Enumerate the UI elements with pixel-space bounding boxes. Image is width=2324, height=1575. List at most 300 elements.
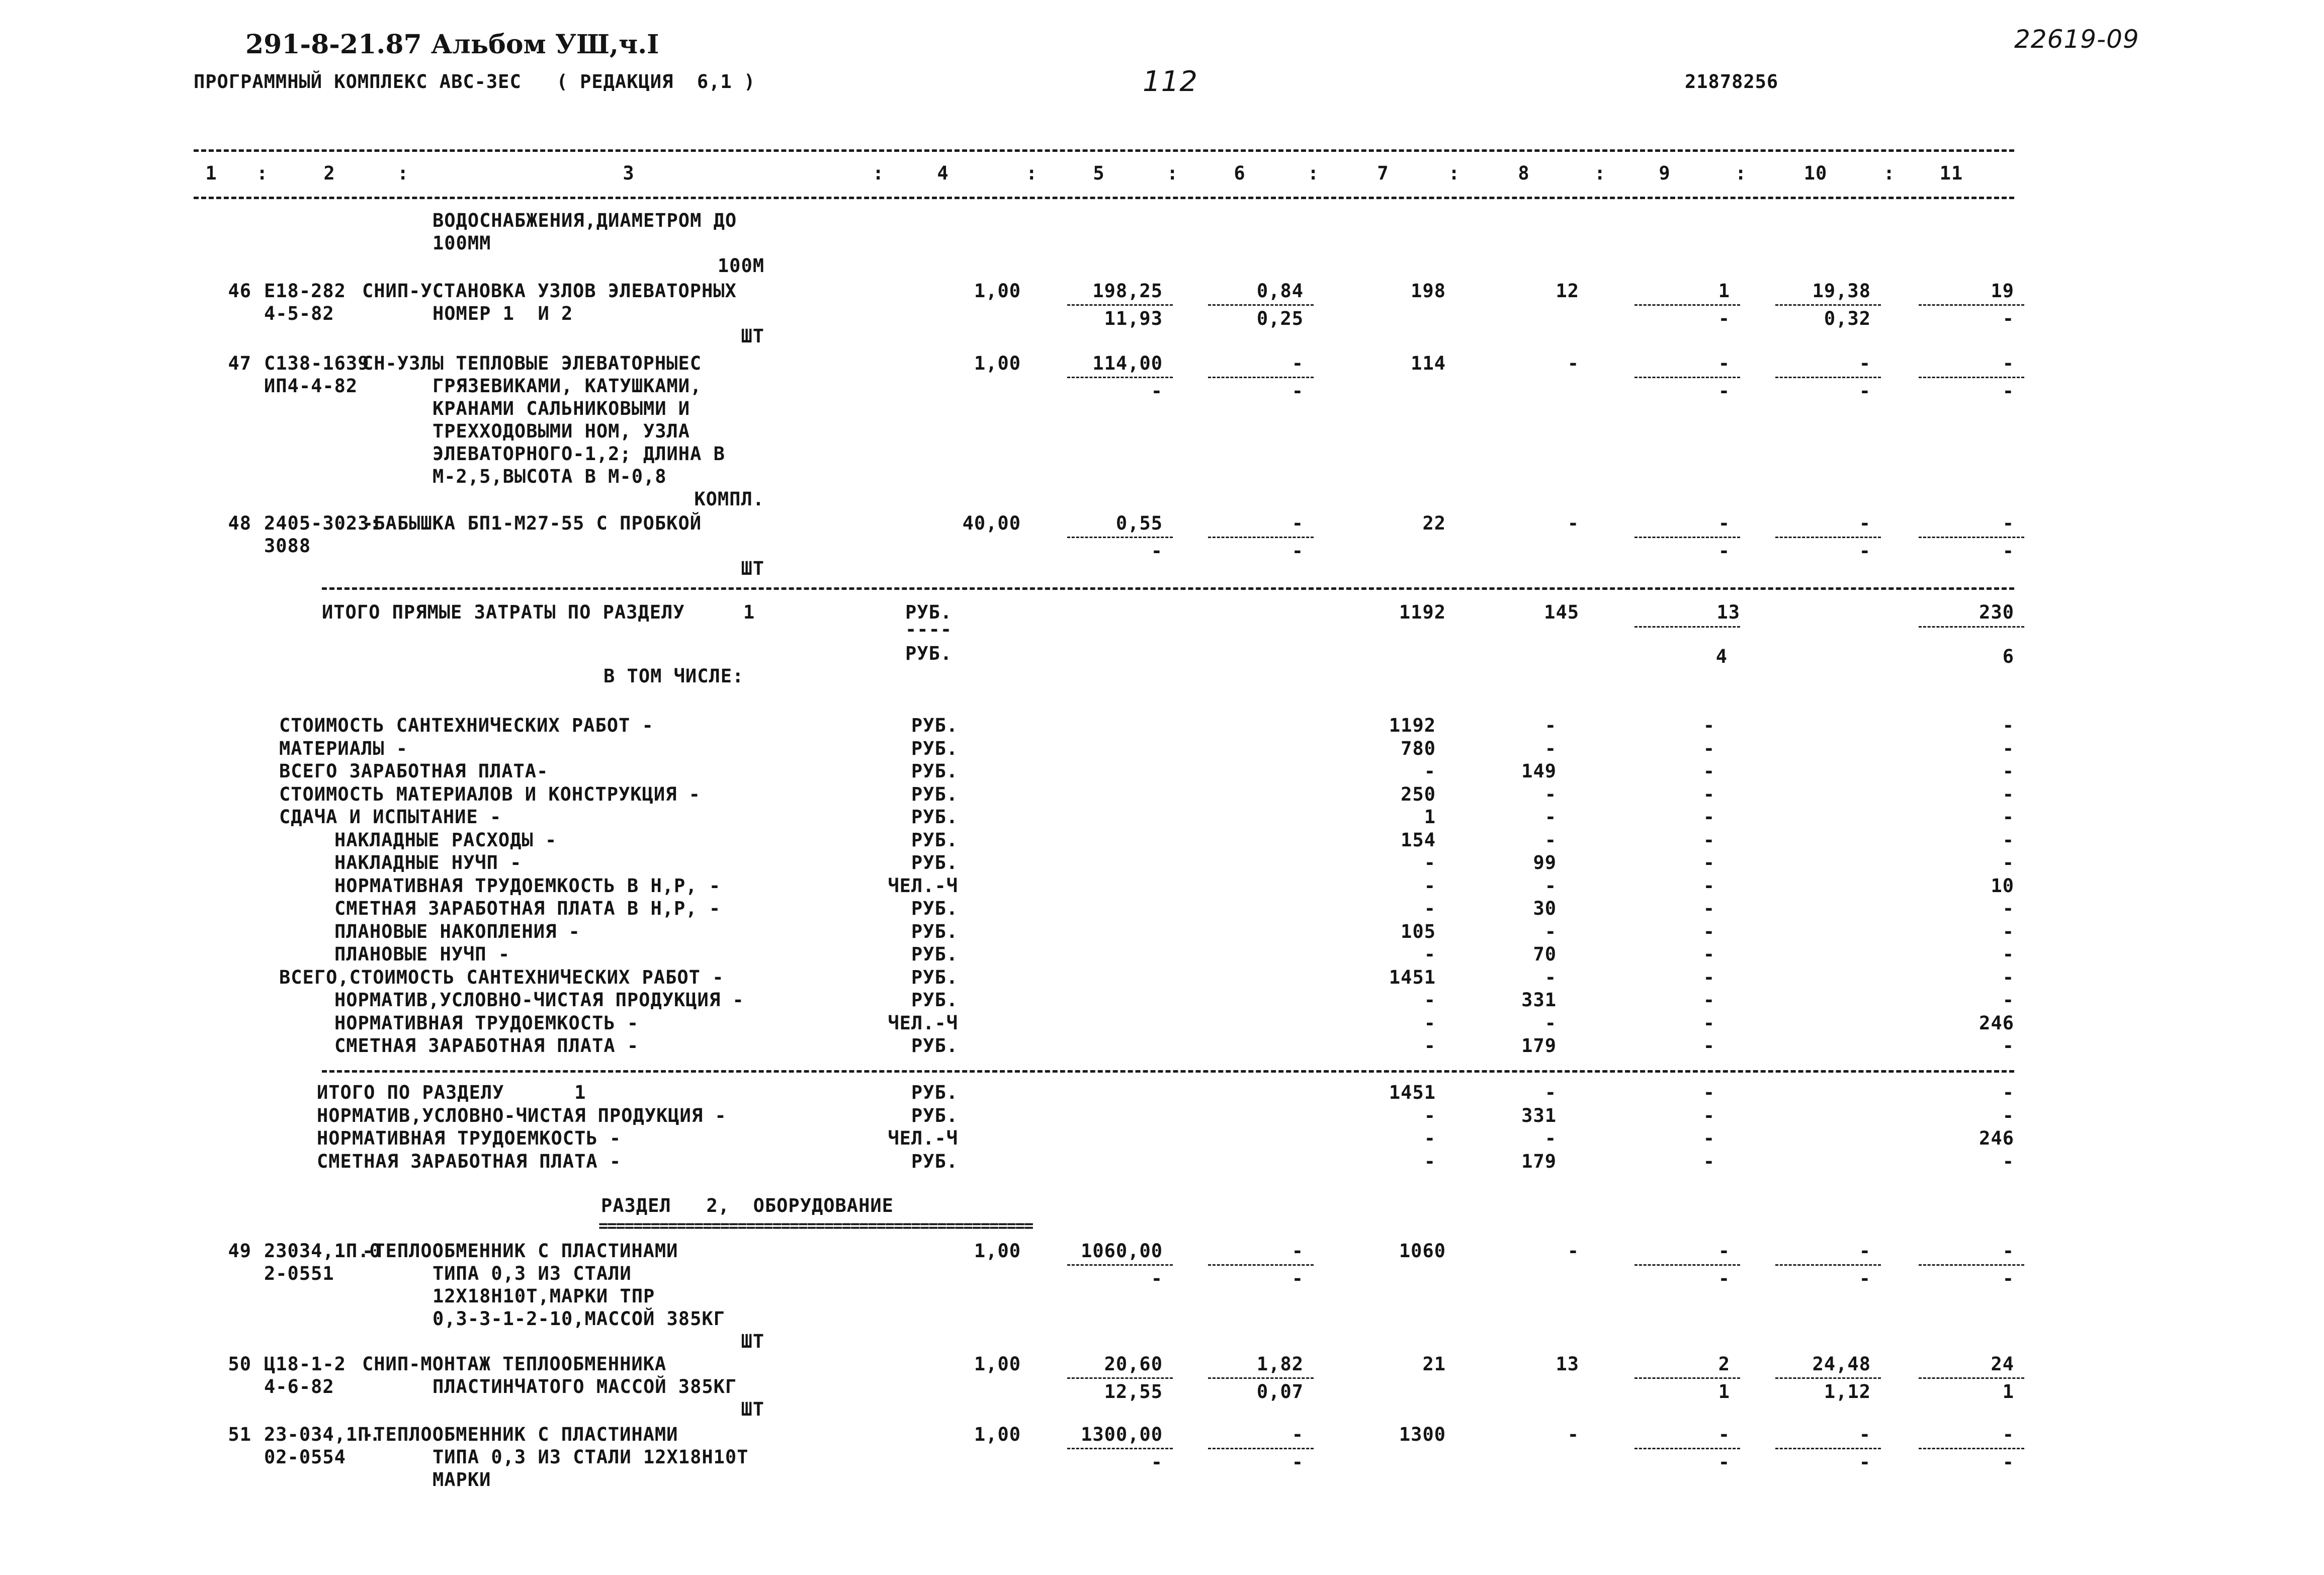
- breakdown-col9: -: [1703, 898, 1715, 919]
- item-col8: -: [1567, 1424, 1579, 1445]
- summary-col7: 1451: [1389, 1082, 1436, 1103]
- item-code: 23-034,1П.: [264, 1424, 381, 1445]
- item-col5-secondary: -: [1151, 1268, 1163, 1289]
- item-col11-secondary: -: [2002, 1451, 2014, 1473]
- breakdown-col9: -: [1703, 943, 1715, 965]
- value-divider: [1067, 537, 1173, 538]
- breakdown-unit: РУБ.: [911, 898, 958, 919]
- item-col6-secondary: -: [1292, 380, 1304, 402]
- item-col5: 114,00: [1092, 353, 1163, 374]
- item-number: 51: [228, 1424, 251, 1445]
- breakdown-unit: РУБ.: [911, 737, 958, 759]
- value-divider: [1919, 1448, 2024, 1449]
- value-divider: [1634, 1377, 1740, 1379]
- breakdown-col11: -: [2002, 1035, 2014, 1057]
- breakdown-label: ПЛАНОВЫЕ НУЧП -: [334, 943, 510, 965]
- breakdown-col7: -: [1424, 874, 1436, 897]
- item-description-line: -ТЕПЛООБМЕННИК С ПЛАСТИНАМИ: [362, 1424, 678, 1445]
- breakdown-col9: -: [1703, 806, 1715, 828]
- item-code-line2: 4-6-82: [264, 1376, 334, 1397]
- summary-col8: 331: [1521, 1104, 1557, 1126]
- item-col10-secondary: 1,12: [1824, 1381, 1871, 1403]
- value-divider: [1775, 377, 1881, 378]
- section-2-underline: ==================================================: [598, 1216, 1033, 1235]
- column-header-5: 5: [1093, 162, 1105, 184]
- item-code-line2: ИП4-4-82: [264, 375, 358, 397]
- item-number: 46: [228, 280, 251, 302]
- item-description-line: СН-УЗЛЫ ТЕПЛОВЫЕ ЭЛЕВАТОРНЫЕС: [362, 353, 702, 374]
- breakdown-label: НОРМАТИВНАЯ ТРУДОЕМКОСТЬ -: [334, 1012, 639, 1034]
- breakdown-col11: -: [2002, 737, 2014, 759]
- breakdown-col11: -: [2002, 715, 2014, 736]
- section-total-label: ИТОГО ПРЯМЫЕ ЗАТРАТЫ ПО РАЗДЕЛУ 1: [322, 601, 755, 623]
- value-divider: [1775, 1448, 1881, 1449]
- value-divider: [1208, 1264, 1314, 1266]
- item-description-line: М-2,5,ВЫСОТА В М-0,8: [433, 466, 667, 487]
- item-col10: 24,48: [1812, 1353, 1871, 1375]
- continuation-line: ВОДОСНАБЖЕНИЯ,ДИАМЕТРОМ ДО: [433, 210, 737, 231]
- breakdown-label: СТОИМОСТЬ САНТЕХНИЧЕСКИХ РАБОТ -: [279, 715, 654, 736]
- item-col9: -: [1718, 353, 1730, 374]
- breakdown-col7: -: [1424, 898, 1436, 919]
- summary-col7: -: [1424, 1104, 1436, 1126]
- column-header-11: 11: [1939, 162, 1963, 184]
- summary-col8: -: [1544, 1082, 1557, 1103]
- item-description-line: ЭЛЕВАТОРНОГО-1,2; ДЛИНА В: [433, 443, 725, 465]
- item-qty: 1,00: [974, 353, 1021, 374]
- item-qty: 1,00: [974, 280, 1021, 302]
- summary-rule: [322, 1070, 2014, 1073]
- item-description-line: ГРЯЗЕВИКАМИ, КАТУШКАМИ,: [433, 375, 702, 397]
- item-col10-secondary: -: [1859, 1451, 1871, 1473]
- breakdown-col8: -: [1544, 920, 1557, 942]
- item-description-line: СНИП-МОНТАЖ ТЕПЛООБМЕННИКА: [362, 1353, 667, 1375]
- item-col11-secondary: -: [2002, 1268, 2014, 1289]
- item-col10: -: [1859, 512, 1871, 534]
- breakdown-unit: РУБ.: [911, 852, 958, 873]
- breakdown-col8: 179: [1521, 1035, 1557, 1057]
- summary-col7: -: [1424, 1127, 1436, 1149]
- breakdown-col11: -: [2002, 920, 2014, 942]
- breakdown-unit: РУБ.: [911, 966, 958, 988]
- breakdown-col7: -: [1424, 760, 1436, 782]
- item-col5-secondary: -: [1151, 1451, 1163, 1473]
- including-label: В ТОМ ЧИСЛЕ:: [604, 665, 744, 687]
- item-col6-secondary: -: [1292, 540, 1304, 562]
- item-col9-secondary: 1: [1718, 1381, 1730, 1403]
- breakdown-col9: -: [1703, 760, 1715, 782]
- breakdown-col11: -: [2002, 898, 2014, 919]
- item-col6: -: [1292, 353, 1304, 374]
- item-col7: 1060: [1399, 1240, 1446, 1262]
- item-number: 48: [228, 512, 251, 534]
- item-col7: 21: [1422, 1353, 1446, 1375]
- column-header-2: 2: [323, 162, 335, 184]
- value-divider: [1775, 304, 1881, 306]
- column-separator: :: [1308, 162, 1320, 184]
- breakdown-col8: -: [1544, 874, 1557, 897]
- breakdown-label: ПЛАНОВЫЕ НАКОПЛЕНИЯ -: [334, 920, 580, 942]
- breakdown-unit: РУБ.: [911, 715, 958, 736]
- breakdown-col11: 246: [1979, 1012, 2014, 1034]
- column-separator: :: [1026, 162, 1038, 184]
- value-divider: [1634, 377, 1740, 378]
- item-col9: -: [1718, 1424, 1730, 1445]
- section-rule: [322, 587, 2014, 590]
- summary-col11: -: [2002, 1082, 2014, 1103]
- value-divider: [1919, 377, 2024, 378]
- item-number: 49: [228, 1240, 251, 1262]
- breakdown-unit: РУБ.: [911, 806, 958, 828]
- breakdown-col8: -: [1544, 806, 1557, 828]
- item-col8: -: [1567, 1240, 1579, 1262]
- breakdown-unit: ЧЕЛ.-Ч: [888, 1012, 958, 1034]
- summary-label: НОРМАТИВНАЯ ТРУДОЕМКОСТЬ -: [317, 1127, 622, 1149]
- item-col10: -: [1859, 1424, 1871, 1445]
- summary-label: СМЕТНАЯ ЗАРАБОТНАЯ ПЛАТА -: [317, 1150, 622, 1172]
- value-divider: [1208, 304, 1314, 306]
- item-col10: -: [1859, 353, 1871, 374]
- item-col9: 1: [1718, 280, 1730, 302]
- top-rule: [194, 149, 2014, 152]
- item-col8: 13: [1556, 1353, 1579, 1375]
- summary-label: НОРМАТИВ,УСЛОВНО-ЧИСТАЯ ПРОДУКЦИЯ -: [317, 1104, 727, 1126]
- item-col10-secondary: -: [1859, 380, 1871, 402]
- item-col7: 1300: [1399, 1424, 1446, 1445]
- value-divider: [1067, 304, 1173, 306]
- breakdown-label: ВСЕГО,СТОИМОСТЬ САНТЕХНИЧЕСКИХ РАБОТ -: [279, 966, 724, 988]
- item-code-line2: 2-0551: [264, 1263, 334, 1284]
- value-divider: [1208, 1377, 1314, 1379]
- breakdown-label: СМЕТНАЯ ЗАРАБОТНАЯ ПЛАТА -: [334, 1035, 639, 1057]
- breakdown-unit: РУБ.: [911, 943, 958, 965]
- item-description-line: -БАБЫШКА БП1-М27-55 С ПРОБКОЙ: [362, 512, 702, 534]
- handwritten-number: 22619-09: [2014, 25, 2139, 54]
- page-number: 112: [1143, 65, 1198, 98]
- section-total-col9-secondary: 4: [1715, 646, 1728, 667]
- item-col9-secondary: -: [1718, 540, 1730, 562]
- item-col11-secondary: -: [2002, 308, 2014, 329]
- breakdown-col7: -: [1424, 852, 1436, 873]
- program-title: ПРОГРАММНЫЙ КОМПЛЕКС АВС-ЗЕС ( РЕДАКЦИЯ 6,1 ): [194, 71, 756, 93]
- value-divider: [1208, 537, 1314, 538]
- breakdown-col11: -: [2002, 966, 2014, 988]
- item-description-line: ТРЕХХОДОВЫМИ НОМ, УЗЛА: [433, 420, 691, 442]
- section-total-unit: РУБ.: [905, 601, 953, 623]
- value-divider: [1775, 1264, 1881, 1266]
- breakdown-col7: 1: [1424, 806, 1436, 828]
- item-col6: -: [1292, 512, 1304, 534]
- item-col10-secondary: -: [1859, 540, 1871, 562]
- item-code: С138-1639: [264, 353, 370, 374]
- value-divider: [1067, 1377, 1173, 1379]
- album-title: 291-8-21.87 Альбом УШ,ч.I: [245, 29, 659, 60]
- item-col10-secondary: 0,32: [1824, 308, 1871, 329]
- item-description-line: КРАНАМИ САЛЬНИКОВЫМИ И: [433, 398, 691, 419]
- value-divider: [1067, 1448, 1173, 1449]
- item-number: 50: [228, 1353, 251, 1375]
- breakdown-col9: -: [1703, 852, 1715, 873]
- item-code-line2: 3088: [264, 535, 311, 557]
- column-header-3: 3: [623, 162, 635, 184]
- item-col6-secondary: -: [1292, 1268, 1304, 1289]
- value-divider: [1919, 626, 2024, 628]
- item-description-line: МАРКИ: [433, 1469, 491, 1491]
- breakdown-col9: -: [1703, 920, 1715, 942]
- item-col9: -: [1718, 1240, 1730, 1262]
- item-col8: -: [1567, 512, 1579, 534]
- section-total-col9: 13: [1716, 601, 1740, 623]
- item-col7: 114: [1411, 353, 1446, 374]
- breakdown-col8: -: [1544, 829, 1557, 851]
- breakdown-col7: -: [1424, 1012, 1436, 1034]
- item-col5: 198,25: [1092, 280, 1163, 302]
- item-code: 2405-3023:: [264, 512, 381, 534]
- breakdown-col9: -: [1703, 715, 1715, 736]
- item-col5-secondary: -: [1151, 380, 1163, 402]
- breakdown-label: ВСЕГО ЗАРАБОТНАЯ ПЛАТА-: [279, 760, 549, 782]
- item-col11: -: [2002, 1240, 2014, 1262]
- value-divider: [1919, 304, 2024, 306]
- breakdown-col7: -: [1424, 1035, 1436, 1057]
- item-col11-secondary: -: [2002, 540, 2014, 562]
- value-divider: [1775, 1377, 1881, 1379]
- breakdown-unit: РУБ.: [911, 989, 958, 1011]
- breakdown-col11: -: [2002, 760, 2014, 782]
- breakdown-col8: 30: [1533, 898, 1557, 919]
- breakdown-label: СМЕТНАЯ ЗАРАБОТНАЯ ПЛАТА В Н,Р, -: [334, 898, 721, 919]
- breakdown-col7: 780: [1401, 737, 1436, 759]
- breakdown-col7: -: [1424, 989, 1436, 1011]
- item-code: Е18-282: [264, 280, 346, 302]
- item-col5-secondary: -: [1151, 540, 1163, 562]
- breakdown-col8: -: [1544, 737, 1557, 759]
- breakdown-col9: -: [1703, 783, 1715, 805]
- item-col5-secondary: 11,93: [1104, 308, 1163, 329]
- value-divider: [1067, 1264, 1173, 1266]
- item-description-line: ТИПА 0,3 ИЗ СТАЛИ: [433, 1263, 632, 1284]
- breakdown-col7: 154: [1401, 829, 1436, 851]
- item-unit: ШТ: [741, 325, 764, 347]
- item-qty: 1,00: [974, 1353, 1021, 1375]
- item-description-line: 12Х18Н10Т,МАРКИ ТПР: [433, 1285, 655, 1307]
- breakdown-col11: -: [2002, 943, 2014, 965]
- item-col9: 2: [1718, 1353, 1730, 1375]
- item-col11-secondary: -: [2002, 380, 2014, 402]
- item-col6: -: [1292, 1424, 1304, 1445]
- breakdown-col7: 250: [1401, 783, 1436, 805]
- value-divider: [1634, 626, 1740, 628]
- item-col11: -: [2002, 1424, 2014, 1445]
- breakdown-col11: -: [2002, 783, 2014, 805]
- item-description-line: НОМЕР 1 И 2: [433, 303, 573, 324]
- breakdown-col11: 10: [1991, 874, 2014, 897]
- summary-col11: -: [2002, 1104, 2014, 1126]
- item-col5-secondary: 12,55: [1104, 1381, 1163, 1403]
- breakdown-col9: -: [1703, 874, 1715, 897]
- value-divider: [1919, 1264, 2024, 1266]
- breakdown-label: СДАЧА И ИСПЫТАНИЕ -: [279, 806, 502, 828]
- document-code: 21878256: [1685, 71, 1779, 93]
- item-col5: 20,60: [1104, 1353, 1163, 1375]
- value-divider: [1775, 537, 1881, 538]
- item-description-line: ПЛАСТИНЧАТОГО МАССОЙ 385КГ: [433, 1376, 737, 1397]
- item-qty: 1,00: [974, 1240, 1021, 1262]
- item-col6-secondary: -: [1292, 1451, 1304, 1473]
- column-separator: :: [1883, 162, 1896, 184]
- summary-col9: -: [1703, 1104, 1715, 1126]
- value-divider: [1067, 377, 1173, 378]
- breakdown-col11: -: [2002, 852, 2014, 873]
- breakdown-col8: -: [1544, 783, 1557, 805]
- item-unit: ШТ: [741, 1398, 764, 1420]
- breakdown-col9: -: [1703, 1035, 1715, 1057]
- item-col9: -: [1718, 512, 1730, 534]
- value-divider: [1634, 304, 1740, 306]
- summary-col9: -: [1703, 1082, 1715, 1103]
- item-unit: КОМПЛ.: [694, 488, 764, 510]
- header-rule: [194, 197, 2014, 199]
- item-unit: ШТ: [741, 1331, 764, 1352]
- item-col7: 22: [1422, 512, 1446, 534]
- section-total-dashes: ----: [905, 619, 953, 640]
- column-header-4: 4: [937, 162, 949, 184]
- item-col11-secondary: 1: [2002, 1381, 2014, 1403]
- breakdown-col9: -: [1703, 966, 1715, 988]
- value-divider: [1208, 1448, 1314, 1449]
- summary-unit: РУБ.: [911, 1082, 958, 1103]
- item-unit: ШТ: [741, 558, 764, 579]
- breakdown-label: НАКЛАДНЫЕ НУЧП -: [334, 852, 522, 873]
- column-header-10: 10: [1803, 162, 1828, 184]
- breakdown-label: НОРМАТИВ,УСЛОВНО-ЧИСТАЯ ПРОДУКЦИЯ -: [334, 989, 744, 1011]
- breakdown-unit: РУБ.: [911, 1035, 958, 1057]
- breakdown-col7: 1192: [1389, 715, 1436, 736]
- section-total-col8: 145: [1544, 601, 1579, 623]
- section-total-col7: 1192: [1399, 601, 1446, 623]
- item-col11: -: [2002, 353, 2014, 374]
- item-col9-secondary: -: [1718, 308, 1730, 329]
- item-col9-secondary: -: [1718, 380, 1730, 402]
- column-header-1: 1: [205, 162, 217, 184]
- column-header-8: 8: [1518, 162, 1530, 184]
- breakdown-col8: 70: [1533, 943, 1557, 965]
- item-col8: 12: [1556, 280, 1579, 302]
- column-separator: :: [1448, 162, 1460, 184]
- summary-unit: РУБ.: [911, 1150, 958, 1172]
- summary-col8: -: [1544, 1127, 1557, 1149]
- breakdown-col7: 1451: [1389, 966, 1436, 988]
- breakdown-col11: -: [2002, 806, 2014, 828]
- breakdown-col8: 99: [1533, 852, 1557, 873]
- breakdown-col7: 105: [1401, 920, 1436, 942]
- breakdown-col8: 331: [1521, 989, 1557, 1011]
- breakdown-unit: РУБ.: [911, 783, 958, 805]
- value-divider: [1634, 1448, 1740, 1449]
- breakdown-unit: ЧЕЛ.-Ч: [888, 874, 958, 897]
- section-total-col11-secondary: 6: [2002, 646, 2014, 667]
- column-header-6: 6: [1234, 162, 1246, 184]
- item-col11: 19: [1991, 280, 2014, 302]
- breakdown-col9: -: [1703, 737, 1715, 759]
- breakdown-col9: -: [1703, 1012, 1715, 1034]
- item-description-line: 0,3-3-1-2-10,МАССОЙ 385КГ: [433, 1308, 725, 1330]
- summary-unit: ЧЕЛ.-Ч: [888, 1127, 958, 1149]
- continuation-unit: 100М: [717, 255, 764, 277]
- breakdown-col8: -: [1544, 966, 1557, 988]
- item-description-line: -ТЕПЛООБМЕННИК С ПЛАСТИНАМИ: [362, 1240, 678, 1262]
- column-separator: :: [1167, 162, 1179, 184]
- item-qty: 1,00: [974, 1424, 1021, 1445]
- summary-col11: 246: [1979, 1127, 2014, 1149]
- section-total-col11: 230: [1979, 601, 2014, 623]
- summary-col7: -: [1424, 1150, 1436, 1172]
- value-divider: [1634, 1264, 1740, 1266]
- item-col10: -: [1859, 1240, 1871, 1262]
- breakdown-col11: -: [2002, 829, 2014, 851]
- breakdown-col7: -: [1424, 943, 1436, 965]
- item-description-line: СНИП-УСТАНОВКА УЗЛОВ ЭЛЕВАТОРНЫХ: [362, 280, 737, 302]
- section-total-unit-2: РУБ.: [905, 643, 953, 664]
- breakdown-label: НАКЛАДНЫЕ РАСХОДЫ -: [334, 829, 557, 851]
- summary-col9: -: [1703, 1127, 1715, 1149]
- item-col5: 1300,00: [1081, 1424, 1163, 1445]
- value-divider: [1919, 537, 2024, 538]
- item-col10-secondary: -: [1859, 1268, 1871, 1289]
- column-header-7: 7: [1377, 162, 1389, 184]
- section-2-title: РАЗДЕЛ 2, ОБОРУДОВАНИЕ: [601, 1195, 894, 1216]
- continuation-line: 100ММ: [433, 232, 491, 254]
- item-col8: -: [1567, 353, 1579, 374]
- item-col7: 198: [1411, 280, 1446, 302]
- column-header-9: 9: [1659, 162, 1671, 184]
- item-col6: 1,82: [1256, 1353, 1304, 1375]
- item-code-line2: 4-5-82: [264, 303, 334, 324]
- summary-col9: -: [1703, 1150, 1715, 1172]
- column-separator: :: [256, 162, 269, 184]
- item-col11: -: [2002, 512, 2014, 534]
- item-col6: -: [1292, 1240, 1304, 1262]
- breakdown-label: СТОИМОСТЬ МАТЕРИАЛОВ И КОНСТРУКЦИЯ -: [279, 783, 701, 805]
- item-col9-secondary: -: [1718, 1451, 1730, 1473]
- item-code: Ц18-1-2: [264, 1353, 346, 1375]
- breakdown-label: МАТЕРИАЛЫ -: [279, 737, 408, 759]
- breakdown-col11: -: [2002, 989, 2014, 1011]
- item-number: 47: [228, 353, 251, 374]
- item-col10: 19,38: [1812, 280, 1871, 302]
- summary-col11: -: [2002, 1150, 2014, 1172]
- item-col6: 0,84: [1256, 280, 1304, 302]
- column-separator: :: [873, 162, 885, 184]
- item-code: 23034,1П.0: [264, 1240, 381, 1262]
- column-separator: :: [397, 162, 409, 184]
- value-divider: [1634, 537, 1740, 538]
- item-col11: 24: [1991, 1353, 2014, 1375]
- breakdown-unit: РУБ.: [911, 829, 958, 851]
- item-description-line: ТИПА 0,3 ИЗ СТАЛИ 12Х18Н10Т: [433, 1446, 749, 1468]
- item-col5: 0,55: [1115, 512, 1163, 534]
- breakdown-label: НОРМАТИВНАЯ ТРУДОЕМКОСТЬ В Н,Р, -: [334, 874, 721, 897]
- breakdown-unit: РУБ.: [911, 760, 958, 782]
- value-divider: [1919, 1377, 2024, 1379]
- breakdown-unit: РУБ.: [911, 920, 958, 942]
- value-divider: [1208, 377, 1314, 378]
- breakdown-col8: -: [1544, 715, 1557, 736]
- item-col6-secondary: 0,25: [1256, 308, 1304, 329]
- item-col6-secondary: 0,07: [1256, 1381, 1304, 1403]
- summary-col8: 179: [1521, 1150, 1557, 1172]
- column-separator: :: [1594, 162, 1606, 184]
